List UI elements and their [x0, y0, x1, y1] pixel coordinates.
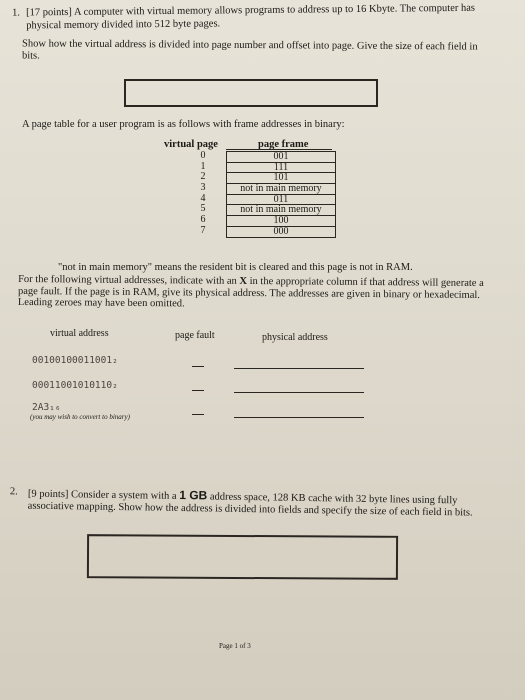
address-instructions — [18, 274, 488, 313]
page-frame-cell: 111 — [227, 163, 335, 174]
page-frame-cell: not in main memory — [227, 205, 335, 216]
page-number: Page 1 of 3 — [219, 642, 251, 650]
virtual-page-cell: 2 — [200, 171, 206, 183]
virtual-page-cell: 1 — [200, 160, 206, 172]
page-fault-blank-1[interactable] — [192, 366, 204, 367]
answer-box-question-2[interactable] — [87, 534, 398, 580]
binary-conversion-hint: (you may wish to convert to binary) — [30, 413, 130, 421]
page-table-header-rule — [226, 149, 332, 150]
page-table-header-virtual-page: virtual page — [164, 139, 218, 150]
virtual-page-cell: 5 — [200, 203, 206, 215]
instructions-text-end: in the appropriate column if that address will generate a page fault. If the page is in RAM, give its physical address. The addresses are given in binary or hexadecimal. Leading zeroes may have been omitted. — [17, 275, 484, 310]
virtual-page-cell: 6 — [200, 214, 206, 226]
virtual-address-2: 00011001010110₂ — [32, 380, 118, 391]
address-space-size: 1 GB — [179, 487, 208, 503]
physical-address-blank-1[interactable] — [234, 368, 364, 369]
question-1-number: 1. — [12, 7, 21, 19]
virtual-address-3: 2A3₁₆ — [32, 402, 61, 413]
page-frame-cell: 000 — [227, 227, 335, 238]
page-fault-blank-2[interactable] — [192, 390, 204, 391]
page-fault-blank-3[interactable] — [192, 414, 204, 415]
column-header-page-fault: page fault — [175, 330, 215, 341]
not-in-memory-note: "not in main memory" means the resident bit is cleared and this page is not in RAM. — [58, 262, 413, 273]
question-1-text: [17 points] A computer with virtual memory allows programs to address up to 16 Kbyte. The computer has physical memory divided into 512 byte pages. — [26, 2, 476, 32]
column-header-virtual-address: virtual address — [50, 328, 109, 339]
physical-address-blank-2[interactable] — [234, 392, 364, 393]
virtual-page-column — [188, 151, 218, 237]
question-2-text-start: [9 points] Consider a system with a — [27, 488, 180, 502]
physical-address-blank-3[interactable] — [234, 417, 364, 418]
page-frame-cell: 101 — [227, 173, 335, 184]
page-frame-cell: not in main memory — [227, 184, 335, 195]
instructions-x-mark: X — [239, 275, 248, 287]
virtual-page-cell: 4 — [200, 192, 206, 204]
question-2-number: 2. — [9, 486, 18, 498]
virtual-page-cell: 7 — [200, 224, 206, 236]
virtual-page-cell: 0 — [200, 150, 206, 161]
question-2-text-end: address space, 128 KB cache with 32 byte lines using fully associative mapping. Show how the address is divided into fields and specify the size of each field in bits. — [27, 491, 473, 519]
answer-box-question-1[interactable] — [124, 79, 378, 107]
question-2 — [9, 486, 480, 519]
page-frame-cell: 011 — [227, 195, 335, 206]
question-1 — [12, 1, 502, 32]
page-table-intro: A page table for a user program is as follows with frame addresses in binary: — [22, 119, 345, 130]
page-frame-cell: 001 — [227, 152, 335, 163]
page-frame-cell: 100 — [227, 216, 335, 227]
page-table-header-page-frame: page frame — [258, 139, 309, 150]
column-header-physical-address: physical address — [262, 332, 328, 343]
question-2-text — [28, 487, 483, 520]
question-1-instructions: Show how the virtual address is divided into page number and offset into page. Give the size of each field in bits. — [21, 38, 478, 62]
page-frame-table — [226, 151, 336, 238]
virtual-page-cell: 3 — [200, 182, 206, 194]
instructions-text-start: For the following virtual addresses, indicate with an — [18, 273, 240, 287]
virtual-address-1: 00100100011001₂ — [32, 355, 118, 366]
